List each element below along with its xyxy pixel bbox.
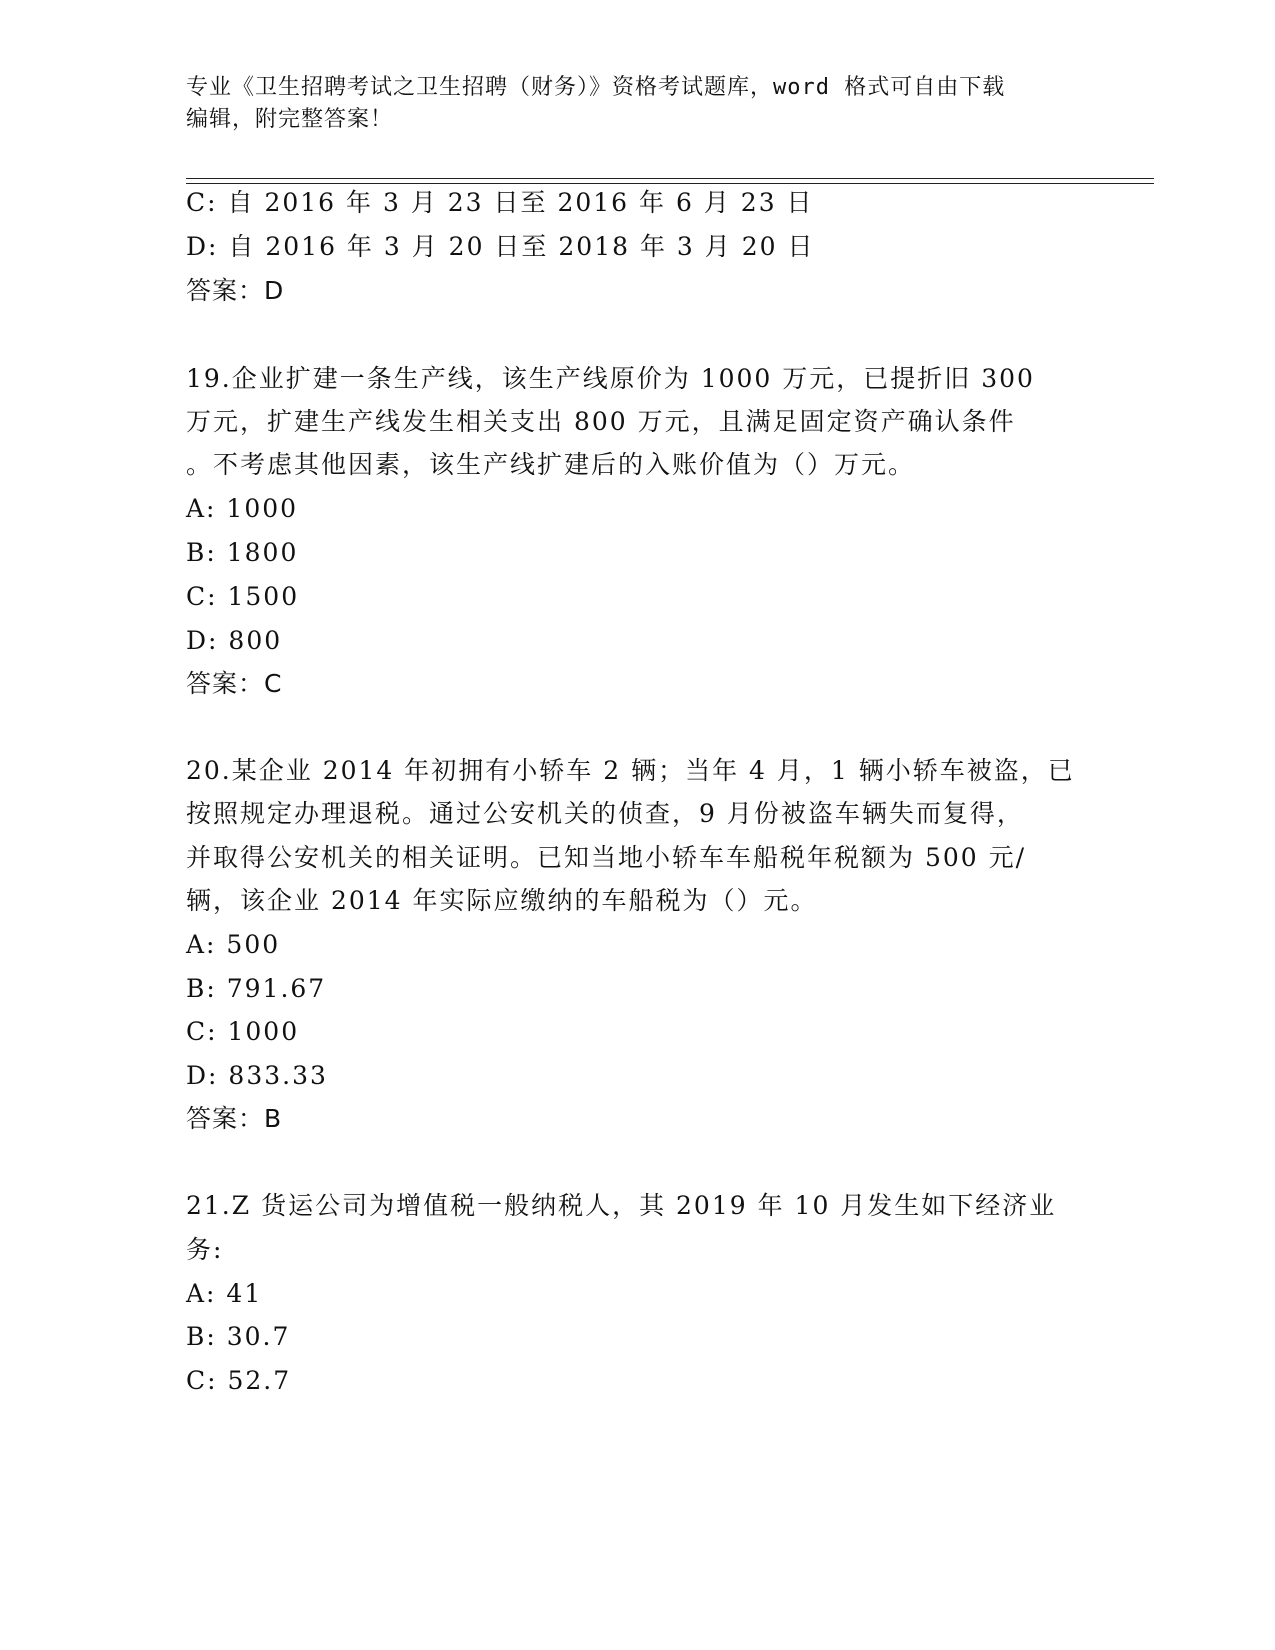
- q18-option-d: D: 自 2016 年 3 月 20 日至 2018 年 3 月 20 日: [186, 232, 815, 261]
- q21-option-b: B: 30.7: [186, 1322, 291, 1351]
- q20-answer: 答案：B: [186, 1104, 283, 1133]
- document-header: [186, 72, 1076, 136]
- q20-option-b: B: 791.67: [186, 974, 327, 1003]
- q19-option-a: A: 1000: [186, 494, 299, 523]
- q20-option-d: D: 833.33: [186, 1061, 328, 1090]
- q20-option-a: A: 500: [186, 930, 281, 959]
- q19-stem-line-3: 。不考虑其他因素，该生产线扩建后的入账价值为（）万元。: [186, 450, 916, 479]
- q20-stem-line-1: 20.某企业 2014 年初拥有小轿车 2 辆；当年 4 月，1 辆小轿车被盗，已: [186, 756, 1075, 785]
- header-divider-bottom: [186, 183, 1154, 184]
- q20-stem-line-4: 辆，该企业 2014 年实际应缴纳的车船税为（）元。: [186, 886, 818, 915]
- q18-option-c: C: 自 2016 年 3 月 23 日至 2016 年 6 月 23 日: [186, 188, 814, 217]
- q19-stem-line-1: 19.企业扩建一条生产线，该生产线原价为 1000 万元，已提折旧 300: [186, 364, 1035, 393]
- q21-option-a: A: 41: [186, 1279, 263, 1308]
- q18-answer: 答案：D: [186, 276, 285, 305]
- header-divider-top: [186, 178, 1154, 179]
- q20-stem-line-2: 按照规定办理退税。通过公安机关的侦查，9 月份被盗车辆失而复得，: [186, 799, 1024, 828]
- q21-option-c: C: 52.7: [186, 1366, 292, 1395]
- q19-option-b: B: 1800: [186, 538, 299, 567]
- q21-stem-line-1: 21.Z 货运公司为增值税一般纳税人，其 2019 年 10 月发生如下经济业: [186, 1191, 1057, 1220]
- header-line-1: 专业《卫生招聘考试之卫生招聘（财务）》资格考试题库，word 格式可自由下载: [186, 75, 1006, 100]
- q19-option-d: D: 800: [186, 626, 283, 655]
- q19-option-c: C: 1500: [186, 582, 300, 611]
- q19-stem-line-2: 万元，扩建生产线发生相关支出 800 万元，且满足固定资产确认条件: [186, 407, 1016, 436]
- q19-answer: 答案：C: [186, 669, 283, 698]
- q21-stem-line-2: 务:: [186, 1235, 224, 1264]
- header-line-2: 编辑，附完整答案！: [186, 107, 394, 132]
- q20-stem-line-3: 并取得公安机关的相关证明。已知当地小轿车车船税年税额为 500 元/: [186, 843, 1027, 872]
- q20-option-c: C: 1000: [186, 1017, 300, 1046]
